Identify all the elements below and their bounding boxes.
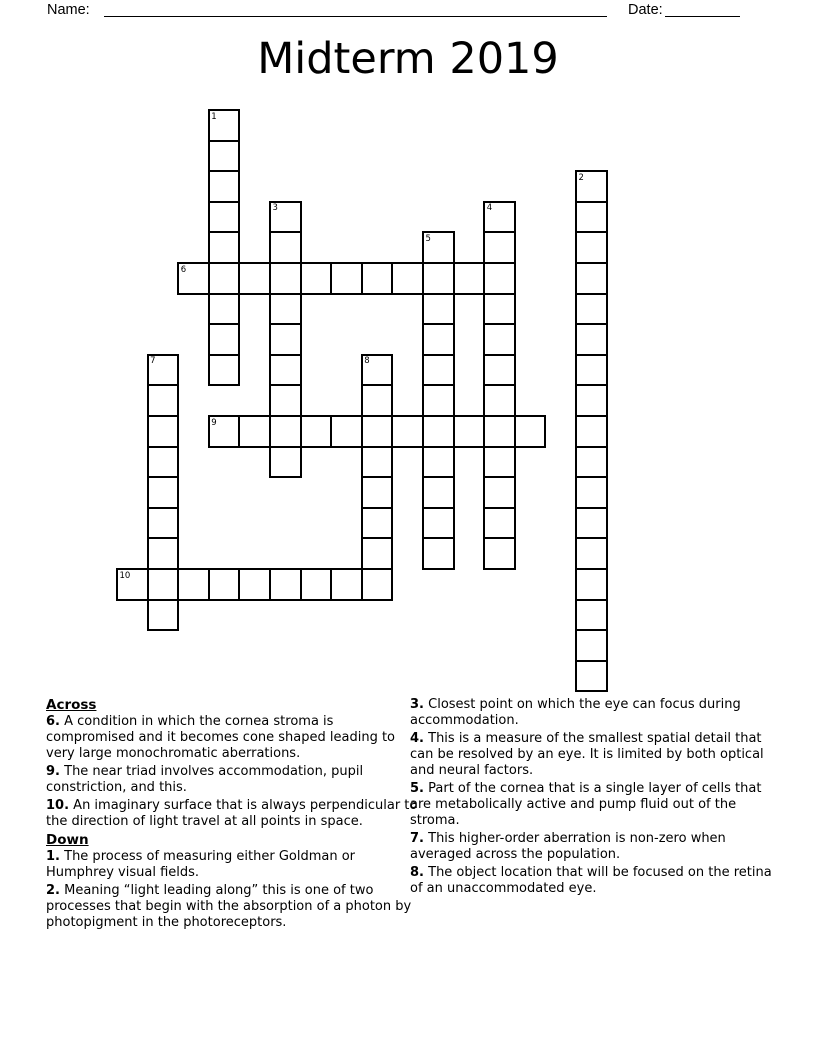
grid-cell — [208, 201, 241, 234]
grid-cell — [208, 231, 241, 264]
grid-cell — [208, 293, 241, 326]
grid-cell — [391, 415, 424, 448]
grid-cell — [483, 507, 516, 540]
grid-cell — [575, 446, 608, 479]
grid-cell — [147, 507, 180, 540]
clue-text: An imaginary surface that is always perpendicular to the direction of light travel at all points in space. — [46, 798, 418, 829]
grid-cell — [483, 415, 516, 448]
grid-cell — [575, 231, 608, 264]
grid-cell — [361, 384, 394, 417]
grid-cell — [238, 415, 271, 448]
grid-cell — [483, 231, 516, 264]
across-heading: Across — [46, 697, 97, 713]
clue-number-label: 2. — [46, 883, 60, 898]
grid-cell — [330, 568, 363, 601]
clue-number-label: 10. — [46, 798, 70, 813]
grid-cell-number-3: 3 — [272, 203, 278, 214]
clue-number-label: 5. — [410, 781, 424, 796]
grid-cell — [575, 201, 608, 234]
grid-cell — [269, 323, 302, 356]
clue-text: Meaning “light leading along” this is one of two processes that begin with the absorption of a photon by photopigment in the photoreceptors. — [46, 883, 412, 930]
grid-cell-number-9: 9 — [211, 417, 217, 428]
grid-cell — [208, 140, 241, 173]
grid-cell — [300, 415, 333, 448]
grid-cell — [269, 415, 302, 448]
grid-cell — [422, 446, 455, 479]
grid-cell — [453, 262, 486, 295]
grid-cell — [208, 323, 241, 356]
grid-cell — [514, 415, 547, 448]
grid-cell — [269, 262, 302, 295]
grid-cell — [177, 568, 210, 601]
clue-text: A condition in which the cornea stroma is compromised and it becomes cone shaped leading to very large monochromatic aberrations. — [46, 714, 396, 761]
grid-cell-number-8: 8 — [364, 356, 370, 367]
grid-cell — [483, 293, 516, 326]
grid-cell — [147, 599, 180, 632]
grid-cell — [575, 415, 608, 448]
clue-number-label: 6. — [46, 714, 60, 729]
clue-text: The process of measuring either Goldman or Humphrey visual fields. — [46, 849, 356, 880]
clue-number-label: 8. — [410, 865, 424, 880]
crossword-grid — [117, 110, 609, 694]
grid-cell — [147, 384, 180, 417]
grid-cell — [483, 537, 516, 570]
grid-cell — [361, 568, 394, 601]
grid-cell — [575, 599, 608, 632]
grid-cell — [269, 354, 302, 387]
grid-cell — [483, 476, 516, 509]
grid-cell — [575, 476, 608, 509]
grid-cell — [361, 507, 394, 540]
grid-cell — [575, 323, 608, 356]
grid-cell — [575, 568, 608, 601]
clue-number-label: 1. — [46, 849, 60, 864]
grid-cell — [300, 568, 333, 601]
grid-cell — [147, 415, 180, 448]
grid-cell — [208, 262, 241, 295]
down-heading: Down — [46, 832, 89, 848]
clue-text: Part of the cornea that is a single layer of cells that are metabolically active and pump fluid out of the stroma. — [410, 781, 762, 828]
clue-down-7 — [410, 831, 776, 863]
grid-cell — [422, 476, 455, 509]
grid-cell — [422, 384, 455, 417]
grid-cell — [361, 476, 394, 509]
grid-cell — [269, 384, 302, 417]
clue-down-1 — [46, 849, 418, 881]
grid-cell — [575, 537, 608, 570]
grid-cell — [391, 262, 424, 295]
grid-cell — [422, 415, 455, 448]
grid-cell — [575, 293, 608, 326]
grid-cell — [483, 323, 516, 356]
clue-text: Closest point on which the eye can focus during accommodation. — [410, 697, 741, 728]
clue-down-4 — [410, 731, 776, 779]
grid-cell — [208, 568, 241, 601]
grid-cell — [330, 262, 363, 295]
grid-cell — [300, 262, 333, 295]
grid-cell-number-4: 4 — [486, 203, 493, 214]
grid-cell — [422, 262, 455, 295]
clue-number-label: 3. — [410, 697, 424, 712]
grid-cell — [361, 446, 394, 479]
grid-cell — [575, 384, 608, 417]
grid-cell — [147, 568, 180, 601]
grid-cell — [483, 446, 516, 479]
grid-cell — [238, 262, 271, 295]
grid-cell — [575, 262, 608, 295]
clue-number-label: 7. — [410, 831, 424, 846]
grid-cell — [422, 354, 455, 387]
grid-cell — [269, 293, 302, 326]
clue-text: This is a measure of the smallest spatial detail that can be resolved by an eye. It is limited by both optical and neural factors. — [410, 731, 764, 778]
grid-cell — [147, 446, 180, 479]
grid-cell — [422, 293, 455, 326]
grid-cell — [361, 537, 394, 570]
grid-cell — [208, 354, 241, 387]
clue-down-3 — [410, 697, 776, 729]
clue-number-label: 9. — [46, 764, 60, 779]
grid-cell — [453, 415, 486, 448]
clue-down-8 — [410, 865, 776, 897]
grid-cell — [575, 354, 608, 387]
clue-across-10 — [46, 798, 418, 830]
page-title: Midterm 2019 — [257, 34, 559, 84]
clue-across-9 — [46, 764, 418, 796]
grid-cell — [575, 660, 608, 693]
grid-cell-number-1: 1 — [211, 111, 217, 122]
name-blank-line — [104, 0, 607, 17]
clue-down-5 — [410, 781, 776, 829]
clue-down-2 — [46, 883, 418, 931]
grid-cell — [422, 507, 455, 540]
clue-text: The near triad involves accommodation, pupil constriction, and this. — [46, 764, 364, 795]
grid-cell — [269, 568, 302, 601]
grid-cell — [483, 262, 516, 295]
clue-number-label: 4. — [410, 731, 424, 746]
grid-cell — [483, 384, 516, 417]
grid-cell — [361, 262, 394, 295]
clues-right-column — [410, 697, 776, 899]
clue-across-6 — [46, 714, 418, 762]
clues-left-column — [46, 697, 418, 933]
grid-cell — [269, 446, 302, 479]
grid-cell — [575, 507, 608, 540]
grid-cell — [147, 476, 180, 509]
grid-cell — [147, 537, 180, 570]
date-blank-line — [665, 0, 740, 17]
grid-cell — [238, 568, 271, 601]
grid-cell-number-10: 10 — [119, 570, 131, 581]
grid-cell — [422, 323, 455, 356]
clue-text: This higher-order aberration is non-zero when averaged across the population. — [410, 831, 726, 862]
grid-cell — [483, 354, 516, 387]
grid-cell — [208, 170, 241, 203]
grid-cell — [575, 629, 608, 662]
grid-cell — [330, 415, 363, 448]
grid-cell-number-2: 2 — [578, 172, 584, 183]
date-label: Date: — [628, 2, 663, 18]
clue-text: The object location that will be focused on the retina of an unaccommodated eye. — [410, 865, 772, 896]
grid-cell-number-5: 5 — [425, 233, 431, 244]
grid-cell — [269, 231, 302, 264]
grid-cell-number-7: 7 — [150, 356, 156, 367]
grid-cell-number-6: 6 — [180, 264, 187, 275]
name-label: Name: — [47, 2, 90, 18]
grid-cell — [361, 415, 394, 448]
grid-cell — [422, 537, 455, 570]
